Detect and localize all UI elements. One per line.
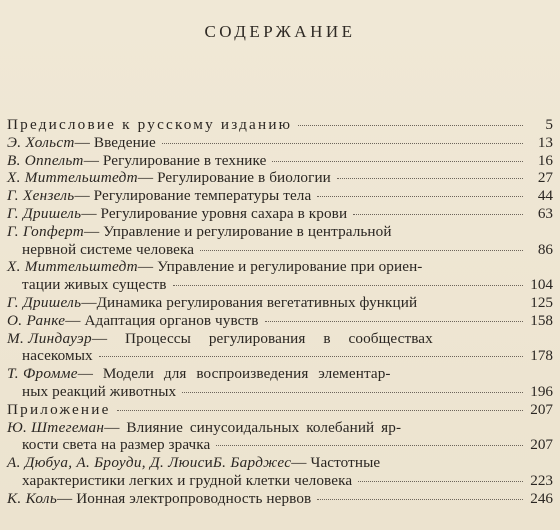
- dot-leader: [353, 214, 523, 215]
- toc-entry: [7, 312, 553, 330]
- entry-title: — Ионная электропроводность нервов: [57, 489, 312, 507]
- page-number: 125: [530, 293, 553, 311]
- entry-author: О. Ранке: [7, 311, 66, 329]
- dot-leader: [298, 125, 523, 126]
- entry-author: М. Линдауэр: [7, 329, 92, 347]
- entry-title: — Управление и регулирование в центральной: [84, 222, 392, 240]
- entry-title: — Регулирование температуры тела: [74, 187, 312, 205]
- entry-title-continued: насекомых: [22, 347, 93, 365]
- dot-leader: [200, 250, 523, 251]
- page-number: 223: [530, 471, 553, 489]
- page-number: 44: [537, 187, 553, 205]
- toc-entry: [7, 419, 553, 455]
- page-number: 178: [530, 347, 553, 365]
- entry-title-continued: кости света на размер зрачка: [22, 436, 211, 454]
- page-number: 16: [537, 151, 553, 169]
- entry-author-2: Б. Барджес: [212, 454, 292, 472]
- toc-entry: [7, 169, 553, 187]
- toc-entry: [7, 401, 553, 419]
- entry-title: — Влияние синусоидальных колебаний яр-: [104, 418, 402, 436]
- entry-title: Приложение: [7, 400, 111, 418]
- page-number: 13: [537, 133, 553, 151]
- entry-author: Х. Миттельштедт: [7, 258, 138, 276]
- toc-entry: [7, 187, 553, 205]
- entry-author: А. Дюбуа, А. Броуди, Д. Люис: [7, 454, 205, 472]
- page-number: 246: [530, 489, 553, 507]
- dot-leader: [317, 499, 523, 500]
- entry-title: — Частотные: [291, 454, 381, 472]
- toc-entry: [7, 294, 553, 312]
- page-number: 63: [537, 204, 553, 222]
- entry-title: — Управление и регулирование при ориен-: [137, 258, 423, 276]
- table-of-contents: [7, 116, 553, 508]
- page-number: 27: [537, 169, 553, 187]
- entry-author: Г. Хензель: [7, 187, 75, 205]
- page-number: 207: [530, 400, 553, 418]
- page-number: 86: [537, 240, 553, 258]
- dot-leader: [216, 445, 523, 446]
- toc-entry: [7, 330, 553, 366]
- toc-entry: [7, 223, 553, 259]
- entry-title: Предисловие к русскому изданию: [7, 116, 293, 133]
- toc-entry: [7, 365, 553, 401]
- entry-author: В. Оппельт: [7, 151, 84, 169]
- entry-author: Ю. Штегеман: [7, 418, 105, 436]
- page-title: СОДЕРЖАНИЕ: [204, 22, 356, 41]
- entry-title-continued: тации живых существ: [22, 276, 167, 294]
- toc-entry: [7, 454, 553, 490]
- entry-title: — Регулирование в биологии: [137, 169, 331, 187]
- toc-entry: [7, 152, 553, 170]
- entry-title: — Введение: [74, 133, 156, 151]
- entry-title: —Динамика регулирования вегетативных функций: [81, 293, 418, 311]
- dot-leader: [182, 392, 523, 393]
- entry-title-continued: нервной системе человека: [22, 240, 195, 258]
- entry-author: Х. Миттельштедт: [7, 169, 138, 187]
- toc-entry: [7, 205, 553, 223]
- entry-title: — Регулирование в технике: [83, 151, 267, 169]
- page-number: 158: [530, 311, 553, 329]
- toc-entry: [7, 134, 553, 152]
- entry-title: — Регулирование уровня сахара в крови: [81, 204, 348, 222]
- page-number: 196: [530, 382, 553, 400]
- entry-title: — Процессы регулирования в сообществах: [91, 329, 433, 347]
- dot-leader: [423, 303, 523, 304]
- entry-author: Э. Хольст: [7, 133, 75, 151]
- entry-author: Г. Дришель: [7, 204, 82, 222]
- page-number: 104: [530, 276, 553, 294]
- dot-leader: [358, 481, 523, 482]
- entry-title-continued: ных реакций животных: [22, 382, 177, 400]
- entry-conjunction: и: [204, 454, 213, 472]
- page-number: 5: [545, 116, 553, 133]
- dot-leader: [117, 410, 523, 411]
- entry-title: — Адаптация органов чувств: [65, 311, 259, 329]
- dot-leader: [317, 196, 523, 197]
- entry-author: Т. Фромме: [7, 365, 78, 383]
- dot-leader: [173, 285, 523, 286]
- dot-leader: [265, 321, 523, 322]
- dot-leader: [162, 143, 523, 144]
- entry-author: К. Коль: [7, 489, 58, 507]
- entry-title: — Модели для воспроизведения элементар-: [77, 365, 391, 383]
- entry-author: Г. Дришель: [7, 293, 82, 311]
- dot-leader: [99, 356, 523, 357]
- toc-entry: [7, 490, 553, 508]
- toc-entry: [7, 116, 553, 134]
- dot-leader: [337, 178, 523, 179]
- entry-title-continued: характеристики легких и грудной клетки человека: [22, 471, 353, 489]
- dot-leader: [272, 161, 523, 162]
- page-number: 207: [530, 436, 553, 454]
- toc-entry: [7, 258, 553, 294]
- entry-author: Г. Гопферт: [7, 222, 85, 240]
